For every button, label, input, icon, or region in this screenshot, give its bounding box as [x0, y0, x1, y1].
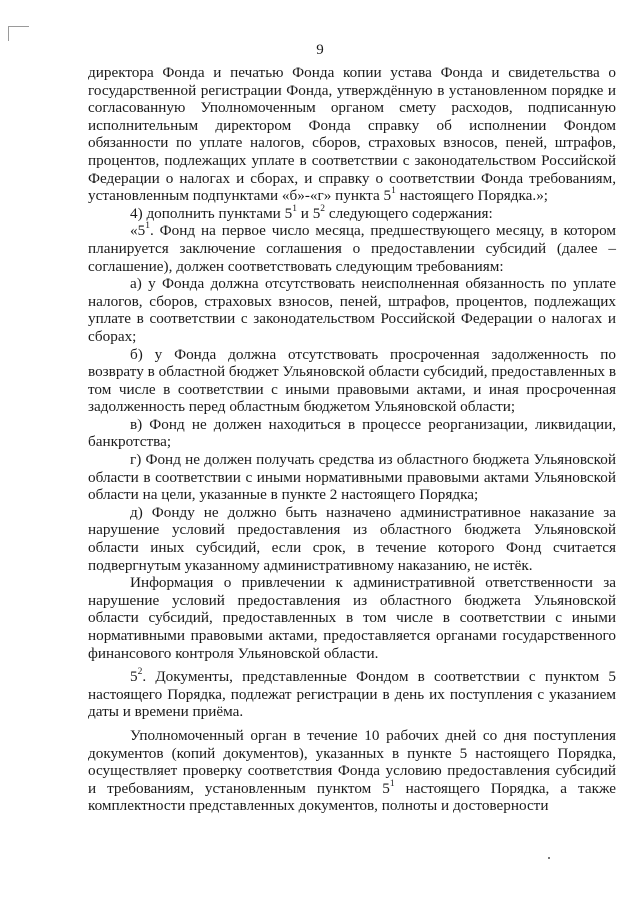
paragraph: [88, 222, 616, 275]
scan-corner-mark: [8, 26, 29, 41]
superscript: 1: [292, 203, 297, 214]
text-run: г) Фонд не должен получать средства из областного бюджета Ульяновской области в соответствии с иными нормативными правовыми актами Ульяновской области на цели, указанные в пункте 2 настоящего Порядка;: [88, 451, 616, 504]
scan-speck: [548, 857, 550, 859]
superscript: 2: [137, 667, 143, 678]
superscript: 1: [391, 186, 396, 197]
text-run: настоящего Порядка.»;: [395, 187, 549, 205]
paragraph: [88, 64, 616, 205]
paragraph: [88, 416, 616, 451]
text-run: настоящего Порядка, а также комплектности представленных документов, полноты и достоверности: [88, 779, 616, 815]
text-run: 4) дополнить пунктами 5: [130, 204, 293, 222]
text-run: 5: [130, 668, 138, 686]
paragraph: [88, 275, 616, 345]
paragraph: [88, 727, 616, 815]
text-run: Уполномоченный орган в течение 10 рабочих дней со дня поступления документов (копий документов), указанных в пункте 5 настоящего Порядка, осуществляет проверку соответствия Фонда условию предоставления субсидий и требованиям, установленным пунктом 5: [88, 726, 616, 797]
page-number: 9: [316, 42, 324, 58]
paragraph: [88, 574, 616, 662]
text-run: «5: [130, 222, 146, 240]
superscript: 1: [145, 221, 150, 232]
text-run: а) у Фонда должна отсутствовать неисполненная обязанность по уплате налогов, сборов, страховых взносов, пеней, штрафов, процентов, подлежащих уплате в соответствии с законодательством Российской Федерации о налогах и сборах;: [88, 275, 616, 345]
paragraph: [88, 668, 616, 721]
text-run: в) Фонд не должен находиться в процессе реорганизации, ликвидации, банкротства;: [88, 415, 616, 451]
text-run: Информация о привлечении к административной ответственности за нарушение условий предоставления из областного бюджета Ульяновской области субсидий, предоставленных в том числе в соответствии с иными нормативными правовыми актами, предоставляется органами государственного финансового контроля Ульяновской области.: [88, 574, 616, 662]
text-run: б) у Фонда должна отсутствовать просроченная задолженность по возврату в областной бюджет Ульяновской области субсидий, предоставленных в том числе в соответствии с иными правовыми актами, и иная просроченная задолженность перед областным бюджетом Ульяновской области;: [88, 345, 616, 416]
text-run: . Документы, представленные Фондом в соответствии с пунктом 5 настоящего Порядка, подлежат регистрации в день их поступления с указанием даты и времени приёма.: [88, 668, 616, 721]
text-run: д) Фонду не должно быть назначено административное наказание за нарушение условий предоставления из областного бюджета Ульяновской области иных субсидий, если срок, в течение которого Фонд считается подвергнутым указанному административному наказанию, не истёк.: [88, 503, 616, 574]
text-run: . Фонд на первое число месяца, предшествующего месяцу, в котором планируется заключение соглашения о предоставлении субсидий (далее – соглашение), должен соответствовать следующим требованиям:: [88, 222, 616, 275]
paragraph: [88, 346, 616, 416]
text-run: директора Фонда и печатью Фонда копии устава Фонда и свидетельства о государственной регистрации Фонда, утверждённую в установленном порядке и согласованную Уполномоченным органом смету расходов, подписанную исполнительным директором Фонда справку об исполнении Фондом обязанности по уплате налогов, сборов, страховых взносов, пеней, штрафов, процентов, подлежащих уплате в соответствии с законодательством Российской Федерации о налогах и сборах, и справку о соответствии Фонда требованиям, установленным подпунктами «б»-«г» пункта 5: [88, 64, 616, 205]
paragraph: [88, 504, 616, 574]
text-run: и 5: [296, 204, 321, 222]
text-run: следующего содержания:: [325, 204, 493, 222]
document-body: [88, 64, 616, 815]
paragraph: [88, 451, 616, 504]
superscript: 2: [320, 203, 326, 214]
paragraph: [88, 205, 616, 223]
superscript: 1: [389, 778, 395, 789]
